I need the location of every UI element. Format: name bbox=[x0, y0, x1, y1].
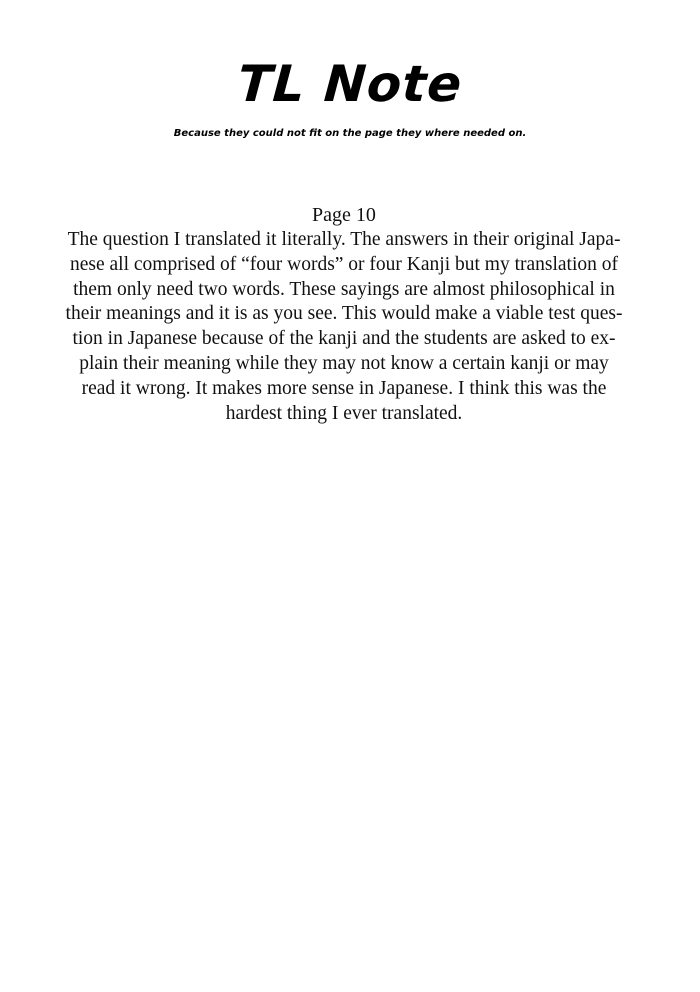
note-line: nese all comprised of “four words” or four Kanji but my translation of bbox=[69, 253, 619, 275]
note-line: tion in Japanese because of the kanji and the students are asked to ex- bbox=[72, 328, 616, 350]
page-title: TL Note bbox=[235, 55, 465, 113]
note-line: read it wrong. It makes more sense in Japanese. I think this was the bbox=[81, 377, 607, 399]
note-page-label: Page 10 bbox=[312, 204, 376, 226]
note-line: hardest thing I ever translated. bbox=[225, 402, 463, 424]
page-subtitle: Because they could not fit on the page they where needed on. bbox=[173, 128, 527, 139]
note-line: The question I translated it literally. The answers in their original Japa- bbox=[67, 229, 621, 250]
note-line: them only need two words. These sayings are almost philosophical in bbox=[73, 278, 615, 300]
translation-note-text bbox=[50, 228, 638, 426]
note-line: their meanings and it is as you see. This would make a viable test ques- bbox=[65, 303, 623, 325]
note-line: plain their meaning while they may not know a certain kanji or may bbox=[79, 352, 609, 374]
